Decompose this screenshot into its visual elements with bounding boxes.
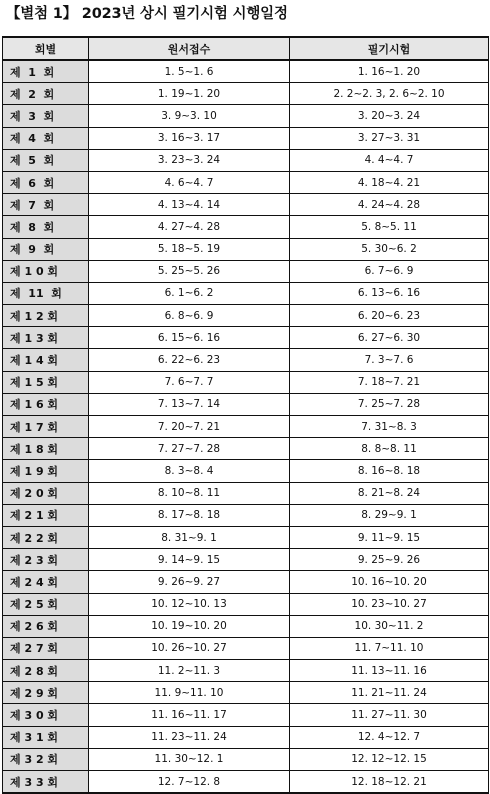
table-row bbox=[3, 194, 489, 216]
document-title: 【별첨 1】 2023년 상시 필기시험 시행일정 bbox=[6, 6, 288, 22]
table-row bbox=[3, 682, 489, 704]
exam-schedule-table bbox=[2, 36, 489, 794]
round-cell: 제 1 회 bbox=[3, 60, 89, 83]
round-cell: 제 1 0 회 bbox=[3, 260, 89, 282]
header-round: 회별 bbox=[3, 37, 89, 60]
application-period-cell: 11. 23~11. 24 bbox=[89, 726, 290, 748]
exam-period-cell: 6. 20~6. 23 bbox=[290, 305, 489, 327]
table-row bbox=[3, 371, 489, 393]
application-period-cell: 11. 30~12. 1 bbox=[89, 748, 290, 770]
application-period-cell: 11. 2~11. 3 bbox=[89, 660, 290, 682]
exam-period-cell: 8. 21~8. 24 bbox=[290, 482, 489, 504]
round-cell: 제 1 6 회 bbox=[3, 393, 89, 415]
exam-period-cell: 7. 31~8. 3 bbox=[290, 416, 489, 438]
round-cell: 제 1 7 회 bbox=[3, 416, 89, 438]
round-cell: 제 2 회 bbox=[3, 83, 89, 105]
application-period-cell: 9. 26~9. 27 bbox=[89, 571, 290, 593]
application-period-cell: 1. 5~1. 6 bbox=[89, 60, 290, 83]
exam-period-cell: 11. 13~11. 16 bbox=[290, 660, 489, 682]
round-cell: 제 3 0 회 bbox=[3, 704, 89, 726]
table-row bbox=[3, 327, 489, 349]
round-cell: 제 1 5 회 bbox=[3, 371, 89, 393]
table-row bbox=[3, 526, 489, 548]
application-period-cell: 12. 7~12. 8 bbox=[89, 771, 290, 794]
table-row bbox=[3, 504, 489, 526]
exam-period-cell: 1. 16~1. 20 bbox=[290, 60, 489, 83]
application-period-cell: 1. 19~1. 20 bbox=[89, 83, 290, 105]
round-cell: 제 6 회 bbox=[3, 171, 89, 193]
application-period-cell: 8. 31~9. 1 bbox=[89, 526, 290, 548]
exam-period-cell: 8. 8~8. 11 bbox=[290, 438, 489, 460]
table-row bbox=[3, 60, 489, 83]
application-period-cell: 6. 1~6. 2 bbox=[89, 282, 290, 304]
table-row bbox=[3, 549, 489, 571]
application-period-cell: 4. 6~4. 7 bbox=[89, 171, 290, 193]
round-cell: 제 7 회 bbox=[3, 194, 89, 216]
exam-period-cell: 10. 16~10. 20 bbox=[290, 571, 489, 593]
application-period-cell: 8. 3~8. 4 bbox=[89, 460, 290, 482]
table-row bbox=[3, 393, 489, 415]
application-period-cell: 9. 14~9. 15 bbox=[89, 549, 290, 571]
table-row bbox=[3, 438, 489, 460]
round-cell: 제 1 3 회 bbox=[3, 327, 89, 349]
exam-period-cell: 12. 4~12. 7 bbox=[290, 726, 489, 748]
round-cell: 제 5 회 bbox=[3, 149, 89, 171]
exam-period-cell: 7. 18~7. 21 bbox=[290, 371, 489, 393]
round-cell: 제 1 2 회 bbox=[3, 305, 89, 327]
application-period-cell: 3. 9~3. 10 bbox=[89, 105, 290, 127]
table-row bbox=[3, 482, 489, 504]
application-period-cell: 3. 16~3. 17 bbox=[89, 127, 290, 149]
table-row bbox=[3, 704, 489, 726]
application-period-cell: 7. 6~7. 7 bbox=[89, 371, 290, 393]
exam-period-cell: 7. 3~7. 6 bbox=[290, 349, 489, 371]
round-cell: 제 2 9 회 bbox=[3, 682, 89, 704]
exam-period-cell: 10. 23~10. 27 bbox=[290, 593, 489, 615]
exam-period-cell: 6. 27~6. 30 bbox=[290, 327, 489, 349]
table-row bbox=[3, 771, 489, 794]
table-row bbox=[3, 349, 489, 371]
round-cell: 제 1 9 회 bbox=[3, 460, 89, 482]
application-period-cell: 10. 19~10. 20 bbox=[89, 615, 290, 637]
round-cell: 제 2 2 회 bbox=[3, 526, 89, 548]
round-cell: 제 3 1 회 bbox=[3, 726, 89, 748]
application-period-cell: 5. 18~5. 19 bbox=[89, 238, 290, 260]
application-period-cell: 7. 20~7. 21 bbox=[89, 416, 290, 438]
table-row bbox=[3, 83, 489, 105]
application-period-cell: 6. 15~6. 16 bbox=[89, 327, 290, 349]
round-cell: 제 3 회 bbox=[3, 105, 89, 127]
table-body bbox=[3, 60, 489, 793]
exam-period-cell: 2. 2~2. 3, 2. 6~2. 10 bbox=[290, 83, 489, 105]
exam-period-cell: 7. 25~7. 28 bbox=[290, 393, 489, 415]
table-row bbox=[3, 216, 489, 238]
exam-period-cell: 5. 30~6. 2 bbox=[290, 238, 489, 260]
exam-period-cell: 11. 21~11. 24 bbox=[290, 682, 489, 704]
table-row bbox=[3, 260, 489, 282]
exam-period-cell: 8. 16~8. 18 bbox=[290, 460, 489, 482]
round-cell: 제 3 3 회 bbox=[3, 771, 89, 794]
exam-period-cell: 12. 18~12. 21 bbox=[290, 771, 489, 794]
application-period-cell: 4. 13~4. 14 bbox=[89, 194, 290, 216]
table-row bbox=[3, 416, 489, 438]
exam-period-cell: 11. 7~11. 10 bbox=[290, 637, 489, 659]
round-cell: 제 2 3 회 bbox=[3, 549, 89, 571]
application-period-cell: 11. 16~11. 17 bbox=[89, 704, 290, 726]
round-cell: 제 1 8 회 bbox=[3, 438, 89, 460]
exam-period-cell: 5. 8~5. 11 bbox=[290, 216, 489, 238]
application-period-cell: 10. 26~10. 27 bbox=[89, 637, 290, 659]
exam-period-cell: 6. 13~6. 16 bbox=[290, 282, 489, 304]
round-cell: 제 2 5 회 bbox=[3, 593, 89, 615]
table-row bbox=[3, 105, 489, 127]
table-row bbox=[3, 615, 489, 637]
application-period-cell: 7. 13~7. 14 bbox=[89, 393, 290, 415]
exam-period-cell: 4. 18~4. 21 bbox=[290, 171, 489, 193]
application-period-cell: 5. 25~5. 26 bbox=[89, 260, 290, 282]
application-period-cell: 8. 17~8. 18 bbox=[89, 504, 290, 526]
table-header-row bbox=[3, 37, 489, 60]
round-cell: 제 2 4 회 bbox=[3, 571, 89, 593]
table-row bbox=[3, 238, 489, 260]
round-cell: 제 3 2 회 bbox=[3, 748, 89, 770]
application-period-cell: 11. 9~11. 10 bbox=[89, 682, 290, 704]
round-cell: 제 8 회 bbox=[3, 216, 89, 238]
exam-period-cell: 6. 7~6. 9 bbox=[290, 260, 489, 282]
table-row bbox=[3, 127, 489, 149]
exam-period-cell: 3. 20~3. 24 bbox=[290, 105, 489, 127]
application-period-cell: 4. 27~4. 28 bbox=[89, 216, 290, 238]
application-period-cell: 6. 22~6. 23 bbox=[89, 349, 290, 371]
application-period-cell: 7. 27~7. 28 bbox=[89, 438, 290, 460]
application-period-cell: 6. 8~6. 9 bbox=[89, 305, 290, 327]
application-period-cell: 3. 23~3. 24 bbox=[89, 149, 290, 171]
round-cell: 제 2 1 회 bbox=[3, 504, 89, 526]
exam-period-cell: 9. 25~9. 26 bbox=[290, 549, 489, 571]
round-cell: 제 2 0 회 bbox=[3, 482, 89, 504]
exam-period-cell: 12. 12~12. 15 bbox=[290, 748, 489, 770]
header-application: 원서접수 bbox=[89, 37, 290, 60]
exam-period-cell: 8. 29~9. 1 bbox=[290, 504, 489, 526]
round-cell: 제 1 4 회 bbox=[3, 349, 89, 371]
round-cell: 제 2 7 회 bbox=[3, 637, 89, 659]
header-exam: 필기시험 bbox=[290, 37, 489, 60]
table-row bbox=[3, 305, 489, 327]
table-row bbox=[3, 593, 489, 615]
exam-period-cell: 4. 24~4. 28 bbox=[290, 194, 489, 216]
exam-period-cell: 9. 11~9. 15 bbox=[290, 526, 489, 548]
application-period-cell: 8. 10~8. 11 bbox=[89, 482, 290, 504]
table-row bbox=[3, 571, 489, 593]
exam-period-cell: 10. 30~11. 2 bbox=[290, 615, 489, 637]
application-period-cell: 10. 12~10. 13 bbox=[89, 593, 290, 615]
table-row bbox=[3, 149, 489, 171]
table-row bbox=[3, 660, 489, 682]
table-row bbox=[3, 282, 489, 304]
table-row bbox=[3, 726, 489, 748]
exam-period-cell: 4. 4~4. 7 bbox=[290, 149, 489, 171]
exam-period-cell: 11. 27~11. 30 bbox=[290, 704, 489, 726]
round-cell: 제 11 회 bbox=[3, 282, 89, 304]
table-row bbox=[3, 748, 489, 770]
table-row bbox=[3, 637, 489, 659]
exam-period-cell: 3. 27~3. 31 bbox=[290, 127, 489, 149]
round-cell: 제 2 6 회 bbox=[3, 615, 89, 637]
round-cell: 제 2 8 회 bbox=[3, 660, 89, 682]
table-row bbox=[3, 460, 489, 482]
round-cell: 제 9 회 bbox=[3, 238, 89, 260]
round-cell: 제 4 회 bbox=[3, 127, 89, 149]
table-row bbox=[3, 171, 489, 193]
